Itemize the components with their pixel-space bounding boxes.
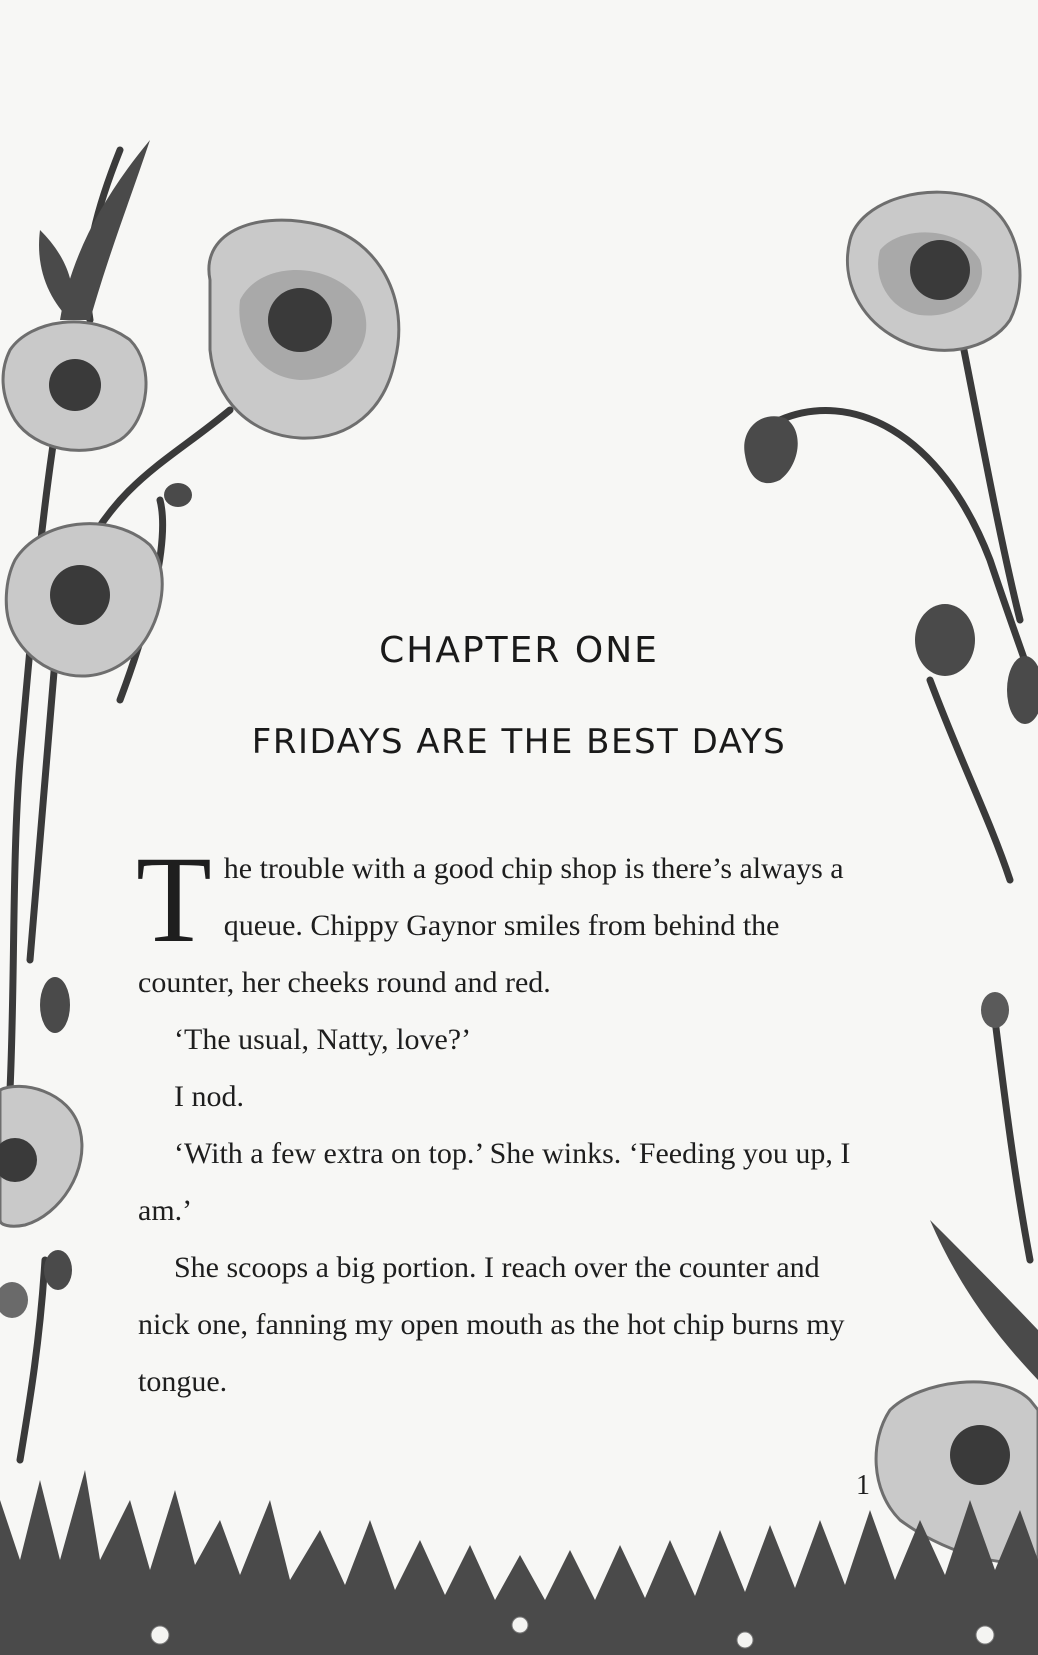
- drop-cap: T: [136, 831, 212, 968]
- poppy-bud: [0, 1282, 28, 1318]
- paragraph: I nod.: [174, 1080, 244, 1113]
- poppy-flower: [209, 220, 399, 438]
- right-leaf: [930, 1220, 1038, 1380]
- poppy-bud: [44, 1250, 72, 1290]
- paragraph: ‘The usual, Natty, love?’: [174, 1023, 472, 1056]
- poppy-bud: [164, 483, 192, 507]
- poppy-bud: [744, 416, 798, 483]
- chapter-title: FRIDAYS ARE THE BEST DAYS: [251, 722, 787, 762]
- poppy-flower: [3, 322, 146, 451]
- page-number: 1: [856, 1470, 870, 1501]
- paragraph-text: he trouble with a good chip shop is there’s always a queue. Chippy Gaynor smiles from behind the counter, her cheeks round and red.: [138, 852, 844, 999]
- left-leaf-2: [39, 230, 73, 320]
- chapter-body: [136, 831, 878, 1410]
- poppy-bud: [981, 992, 1009, 1028]
- chapter-label: CHAPTER ONE: [379, 630, 659, 671]
- left-leaf: [60, 140, 150, 320]
- poppy-flower: [0, 1086, 82, 1226]
- poppy-bud: [40, 977, 70, 1033]
- paragraph: ‘With a few extra on top.’ She winks. ‘Feeding you up, I am.’: [138, 1137, 851, 1227]
- paragraph: She scoops a big portion. I reach over the counter and nick one, fanning my open mouth as the hot chip burns my tongue.: [138, 1251, 845, 1398]
- paragraph: [136, 831, 878, 1011]
- poppy-flower: [847, 192, 1020, 350]
